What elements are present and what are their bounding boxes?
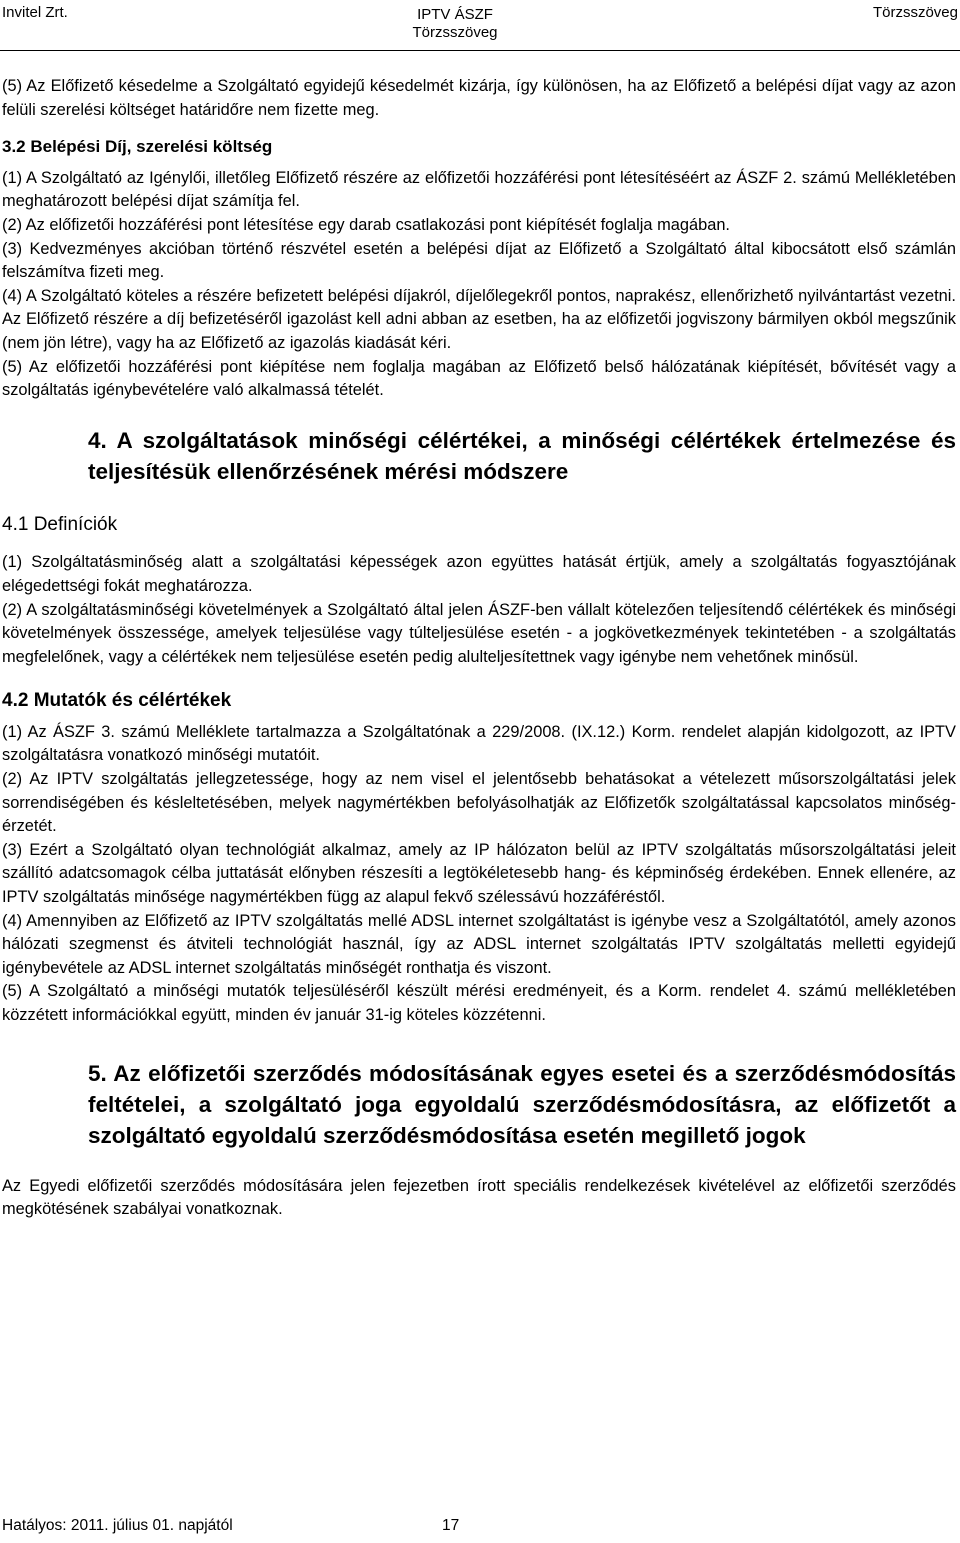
header-doc-name: IPTV ÁSZF xyxy=(417,6,493,23)
page-footer xyxy=(2,1516,460,1536)
page-header xyxy=(0,0,960,51)
paragraph: (2) Az előfizetői hozzáférési pont létesítése egy darab csatlakozási pont kiépítését foglalja magában. xyxy=(2,215,730,234)
paragraph: (3) Kedvezményes akcióban történő részvétel esetén a belépési díjat az Előfizető a Szolgáltató által kibocsátott első számlán felszámítva fizeti meg. xyxy=(2,239,956,282)
header-company: Invitel Zrt. xyxy=(2,4,68,21)
header-document-title xyxy=(400,6,510,42)
header-doc-type: Törzsszöveg xyxy=(412,24,498,41)
page-number: 17 xyxy=(442,1517,460,1534)
footer-effective-date: Hatályos: 2011. július 01. napjától xyxy=(2,1517,233,1534)
paragraph: (1) A Szolgáltató az Igénylői, illetőleg Előfizető részére az előfizetői hozzáférési pont létesítéséért az ÁSZF 2. számú Mellékletében meghatározott belépési díjat számítja fel. xyxy=(2,168,956,211)
header-label: Törzsszöveg xyxy=(872,4,958,21)
paragraph: Az Egyedi előfizetői szerződés módosítására jelen fejezetben írott speciális rendelkezések kivételével az előfizetői szerződés megkötésének szabályai vonatkoznak. xyxy=(2,1176,956,1219)
chapter-title-5: 5. Az előfizetői szerződés módosításának egyes esetei és a szerződésmódosítás feltételei, a szolgáltató joga egyoldalú szerződésmódosításra, az előfizetőt a szolgáltató egyoldalú szerződésmódosítása esetén megillető jogok xyxy=(88,1060,956,1148)
paragraph: (4) Amennyiben az Előfizető az IPTV szolgáltatás mellé ADSL internet szolgáltatást is igénybe vesz a Szolgáltatótól, amely azonos hálózati szegmenst és átviteli technológiát használ, így az ADSL internet szolgáltatás IPTV szolgáltatás melletti egyidejű igénybevétele az ADSL internet szolgáltatás minőségét ronthatja és viszont. xyxy=(2,911,956,977)
paragraph: (4) A Szolgáltató köteles a részére befizetett belépési díjakról, díjelőlegekről pontos, naprakész, ellenőrizhető nyilvántartást vezetni. Az Előfizető részére a díj befizetéséről igazolást kell adni abban az esetben, ha az előfizetői jogviszony bármilyen okból megszűnik (nem jön létre), vagy ha az Előfizető az igazolás kiadását kéri. xyxy=(2,286,956,352)
paragraph: (1) Az ÁSZF 3. számú Melléklete tartalmazza a Szolgáltatónak a 229/2008. (IX.12.) Korm. rendelet alapján kidolgozott, az IPTV szolgáltatásra vonatkozó minőségi mutatóit. xyxy=(2,722,956,765)
section-title-3-2: 3.2 Belépési Díj, szerelési költség xyxy=(2,137,273,157)
paragraph: (2) A szolgáltatásminőségi követelmények a Szolgáltató által jelen ÁSZF-ben vállalt kötelezően teljesítendő célértékek és minőségi követelmények összessége, amelyek teljesülése vagy túlteljesülése esetén - a jogkövetkezmények tekintetében - a szolgáltatás megfelelőnek, vagy a célértékek nem teljesülése esetén pedig alulteljesítettnek vagy igénybe nem vehetőnek minősül. xyxy=(2,600,956,666)
paragraph: (5) Az Előfizető késedelme a Szolgáltató egyidejű késedelmét kizárja, így különösen, ha az Előfizető a belépési díjat vagy az azon felüli szerelési költséget határidőre nem fizette meg. xyxy=(2,77,956,119)
paragraph: (5) Az előfizetői hozzáférési pont kiépítése nem foglalja magában az Előfizető belső hálózatának kiépítését, bővítését vagy a szolgáltatás igénybevételére való alkalmassá tételét. xyxy=(2,357,956,400)
document-body xyxy=(2,75,956,1222)
paragraph: (5) A Szolgáltató a minőségi mutatók teljesüléséről készült mérési eredményeit, és a Korm. rendelet 4. számú mellékletében közzétett információkkal együtt, minden év január 31-ig köteles közzétenni. xyxy=(2,982,956,1024)
paragraph: (1) Szolgáltatásminőség alatt a szolgáltatási képességek azon együttes hatását értjük, amely a szolgáltatás fogyasztójának elégedettségi fokát meghatározza. xyxy=(2,553,956,595)
paragraph: (2) Az IPTV szolgáltatás jellegzetessége, hogy az nem visel el jelentősebb behatásokat a vételezett műsorszolgáltatási jelek sorrendiségében és késleltetésében, melyek nagymértékben befolyásolhatják az Előfizetők szolgáltatással kapcsolatos minőség-érzetét. xyxy=(2,770,956,836)
chapter-title-4: 4. A szolgáltatások minőségi célértékei, a minőségi célértékek értelmezése és teljesítésük ellenőrzésének mérési módszere xyxy=(88,427,956,484)
paragraph: (3) Ezért a Szolgáltató olyan technológiát alkalmaz, amely az IP hálózaton belül az IPTV szolgáltatás műsorszolgáltatási jeleit szállító adatcsomagok célba juttatását előnyben részesíti a legtökéletesebb hang- és képminőség érdekében. Ennek ellenére, az IPTV szolgáltatás minősége nagymértékben függ az alapul fekvő szélessávú hozzáféréstől. xyxy=(2,840,956,907)
section-title-4-1: 4.1 Definíciók xyxy=(2,513,118,535)
section-title-4-2: 4.2 Mutatók és célértékek xyxy=(2,690,232,712)
